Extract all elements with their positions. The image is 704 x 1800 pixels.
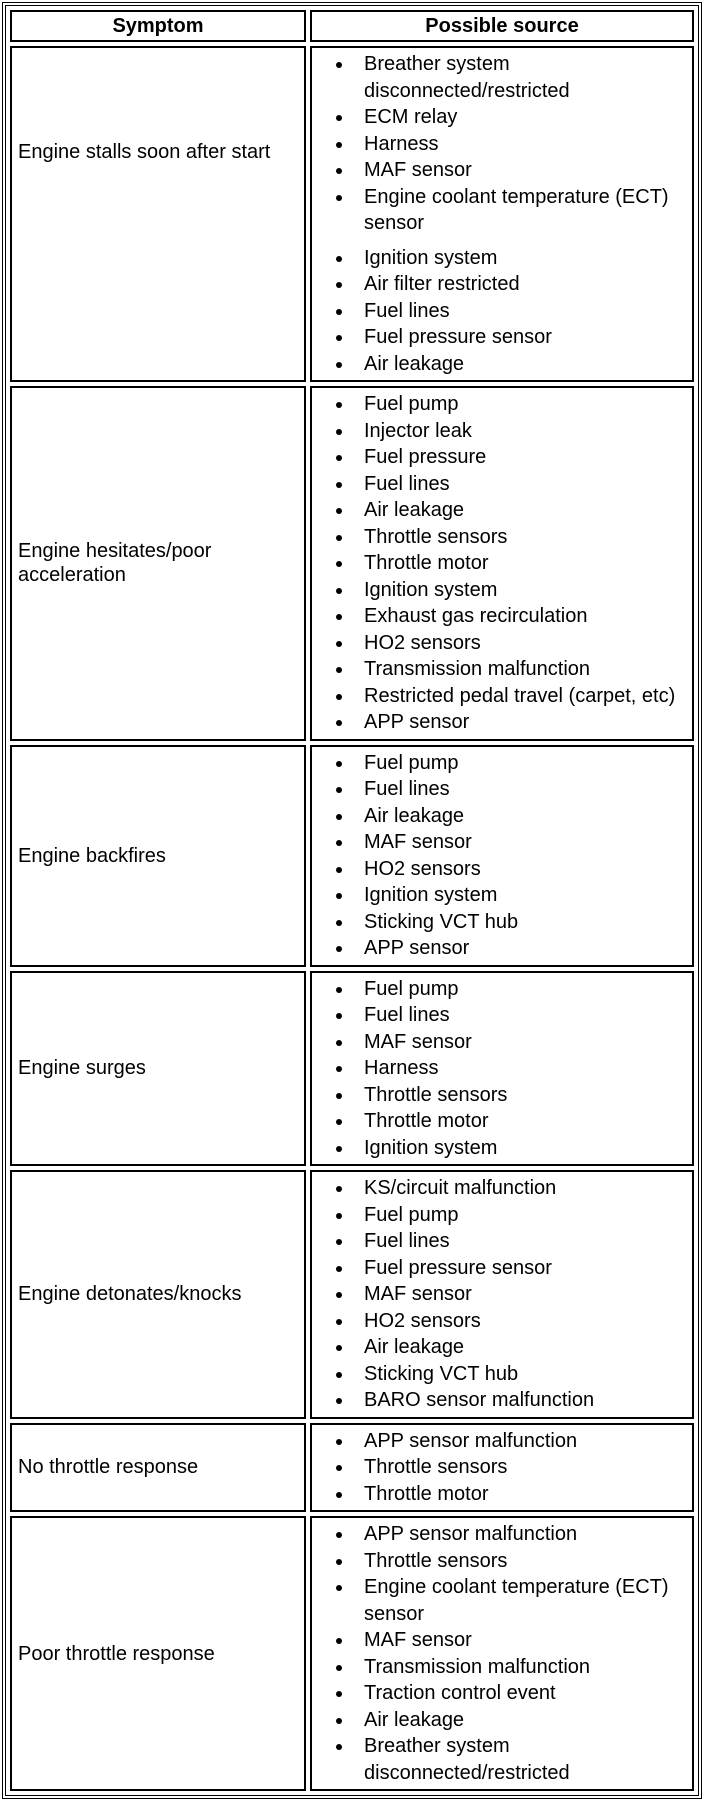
- sources-cell: [310, 46, 694, 382]
- symptom-cell: Engine hesitates/poor acceleration: [10, 386, 306, 741]
- list-item: • Air leakage: [354, 1707, 688, 1734]
- list-item: • Harness: [354, 1055, 688, 1082]
- list-item: • Air filter restricted: [354, 271, 688, 298]
- sources-cell: [310, 745, 694, 967]
- list-item: • Exhaust gas recirculation: [354, 603, 688, 630]
- list-item: • Throttle motor: [354, 550, 688, 577]
- list-item: • Fuel pump: [354, 391, 688, 418]
- list-item: • Injector leak: [354, 418, 688, 445]
- list-item: • APP sensor: [354, 709, 688, 736]
- sources-cell: [310, 1516, 694, 1791]
- list-item: • APP sensor malfunction: [354, 1521, 688, 1548]
- list-item: • MAF sensor: [354, 1281, 688, 1308]
- sources-list: [312, 1521, 688, 1786]
- list-item: • APP sensor: [354, 935, 688, 962]
- list-item: • Ignition system: [354, 1135, 688, 1162]
- list-item: • APP sensor malfunction: [354, 1428, 688, 1455]
- symptom-cell: Engine backfires: [10, 745, 306, 967]
- table-row: [10, 745, 694, 967]
- list-item: • Ignition system: [354, 882, 688, 909]
- sources-list: [312, 750, 688, 962]
- list-item: • Breather system disconnected/restricted: [354, 51, 688, 104]
- list-item: • KS/circuit malfunction: [354, 1175, 688, 1202]
- list-item: • ECM relay: [354, 104, 688, 131]
- list-item: • Fuel pressure sensor: [354, 324, 688, 351]
- list-item: • Air leakage: [354, 1334, 688, 1361]
- list-item: • MAF sensor: [354, 829, 688, 856]
- list-item: • Restricted pedal travel (carpet, etc): [354, 683, 688, 710]
- list-item: • Throttle sensors: [354, 1082, 688, 1109]
- list-item: • Harness: [354, 131, 688, 158]
- list-item: • BARO sensor malfunction: [354, 1387, 688, 1414]
- table-row: [10, 971, 694, 1167]
- list-item: • Throttle sensors: [354, 1548, 688, 1575]
- list-item: • Sticking VCT hub: [354, 1361, 688, 1388]
- symptom-cell: Engine surges: [10, 971, 306, 1167]
- symptom-cell: Poor throttle response: [10, 1516, 306, 1791]
- header-symptom: Symptom: [10, 10, 306, 42]
- list-item: • Fuel lines: [354, 471, 688, 498]
- list-item: • Ignition system: [354, 245, 688, 272]
- list-item: • Fuel lines: [354, 1228, 688, 1255]
- sources-list: [312, 1175, 688, 1414]
- sources-cell: [310, 971, 694, 1167]
- list-item: • Fuel pressure: [354, 444, 688, 471]
- list-item: • Fuel lines: [354, 1002, 688, 1029]
- list-item: • Fuel pump: [354, 976, 688, 1003]
- header-possible-source: Possible source: [310, 10, 694, 42]
- list-item: • Air leakage: [354, 351, 688, 378]
- list-item: • Breather system disconnected/restricted: [354, 1733, 688, 1786]
- sources-cell: [310, 1423, 694, 1513]
- symptom-cell: Engine stalls soon after start: [10, 46, 306, 382]
- sources-list: [312, 976, 688, 1162]
- list-item: • MAF sensor: [354, 1627, 688, 1654]
- list-item: • Air leakage: [354, 497, 688, 524]
- list-item: • Throttle motor: [354, 1108, 688, 1135]
- list-item: • Throttle sensors: [354, 1454, 688, 1481]
- list-item: • HO2 sensors: [354, 1308, 688, 1335]
- list-item: • Fuel lines: [354, 298, 688, 325]
- list-item: • Throttle sensors: [354, 524, 688, 551]
- list-item: • Ignition system: [354, 577, 688, 604]
- list-item: • Fuel pressure sensor: [354, 1255, 688, 1282]
- sources-cell: [310, 386, 694, 741]
- table-row: [10, 1423, 694, 1513]
- sources-cell: [310, 1170, 694, 1419]
- list-item: • Traction control event: [354, 1680, 688, 1707]
- list-item: • Engine coolant temperature (ECT) sensor: [354, 184, 688, 237]
- list-item: • HO2 sensors: [354, 856, 688, 883]
- list-item: • Fuel lines: [354, 776, 688, 803]
- list-item: • Transmission malfunction: [354, 1654, 688, 1681]
- list-item: • Fuel pump: [354, 1202, 688, 1229]
- sources-list: [312, 391, 688, 736]
- table-row: [10, 1516, 694, 1791]
- symptom-cell: Engine detonates/knocks: [10, 1170, 306, 1419]
- list-item: • Engine coolant temperature (ECT) sensor: [354, 1574, 688, 1627]
- sources-list: [312, 51, 688, 377]
- table-row: [10, 386, 694, 741]
- list-item: • MAF sensor: [354, 157, 688, 184]
- symptom-table: [2, 2, 702, 1799]
- list-item: • HO2 sensors: [354, 630, 688, 657]
- list-item: • Transmission malfunction: [354, 656, 688, 683]
- sources-list: [312, 1428, 688, 1508]
- list-item: • Sticking VCT hub: [354, 909, 688, 936]
- list-item: • Fuel pump: [354, 750, 688, 777]
- list-item: • MAF sensor: [354, 1029, 688, 1056]
- header-row: [10, 10, 694, 42]
- table-row: [10, 46, 694, 382]
- table-row: [10, 1170, 694, 1419]
- list-item: • Air leakage: [354, 803, 688, 830]
- symptom-cell: No throttle response: [10, 1423, 306, 1513]
- list-item: • Throttle motor: [354, 1481, 688, 1508]
